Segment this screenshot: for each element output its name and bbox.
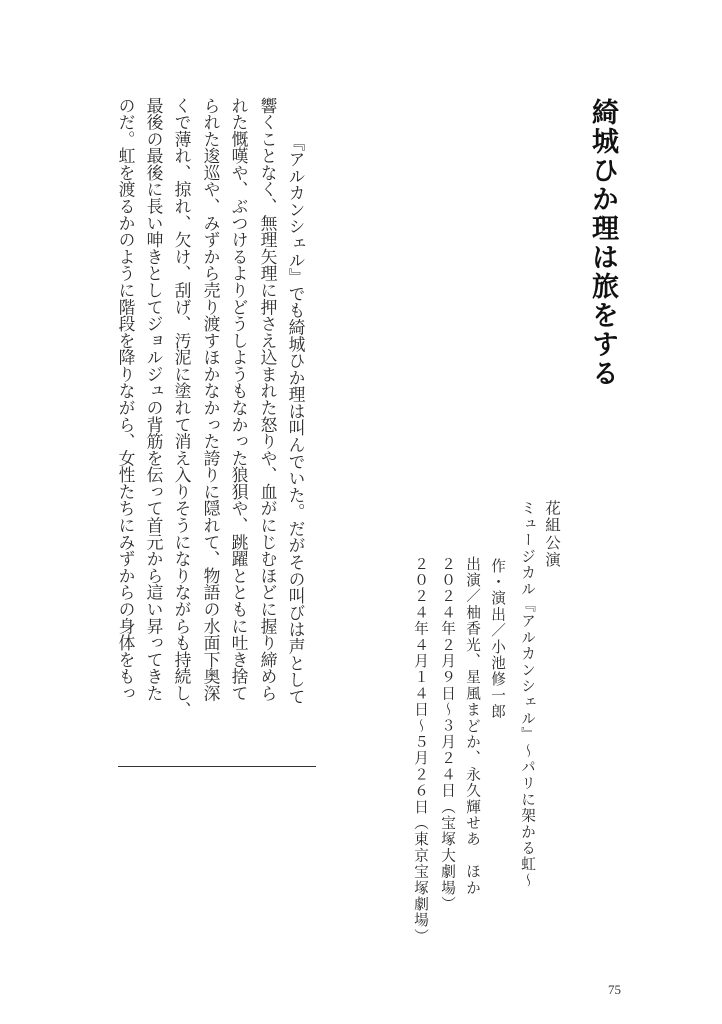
body-column-4: られた逡巡や、みずから売り渡すほかなかった誇りに隠れて、物語の水面下奥深 bbox=[201, 97, 220, 702]
body-column-7: のだ。虹を渡るかのように階段を降りながら、女性たちにみずからの身体をもっ bbox=[116, 97, 135, 702]
info-troupe: 花組公演 bbox=[543, 500, 561, 569]
article-title: 綺城ひか理は旅をする bbox=[587, 98, 618, 388]
body-column-6: 最後の最後に長い呻きとしてジョルジュの背筋を伝って首元から這い昇ってきた bbox=[144, 97, 163, 702]
info-run-takarazuka: ２０２４年２月９日〜３月２４日（宝塚大劇場） bbox=[439, 556, 456, 913]
info-run-tokyo: ２０２４年４月１４日〜５月２６日（東京宝塚劇場） bbox=[412, 556, 429, 945]
info-creator: 作・演出／小池修一郎 bbox=[489, 558, 506, 720]
body-column-1: 『アルカンシェル』でも綺城ひか理は叫んでいた。だがその叫びは声として bbox=[286, 134, 305, 705]
info-cast: 出演／柚香光、星風まどか、永久輝せあ ほか bbox=[464, 556, 481, 897]
body-column-5: くで薄れ、掠れ、欠け、刮げ、汚泥に塗れて消え入りそうになりながらも持続し、 bbox=[172, 97, 191, 719]
divider-line bbox=[118, 766, 316, 767]
body-column-3: れた慨嘆や、ぶつけるよりどうしようもなかった狼狽や、跳躍とともに吐き捨て bbox=[229, 97, 248, 702]
info-production: ミュージカル『アルカンシェル』〜パリに架かる虹〜 bbox=[519, 500, 536, 889]
page-number: 75 bbox=[608, 982, 621, 997]
body-column-2: 響くことなく、無理矢理に押さえ込まれた怒りや、血がにじむほどに握り締めら bbox=[258, 97, 277, 702]
